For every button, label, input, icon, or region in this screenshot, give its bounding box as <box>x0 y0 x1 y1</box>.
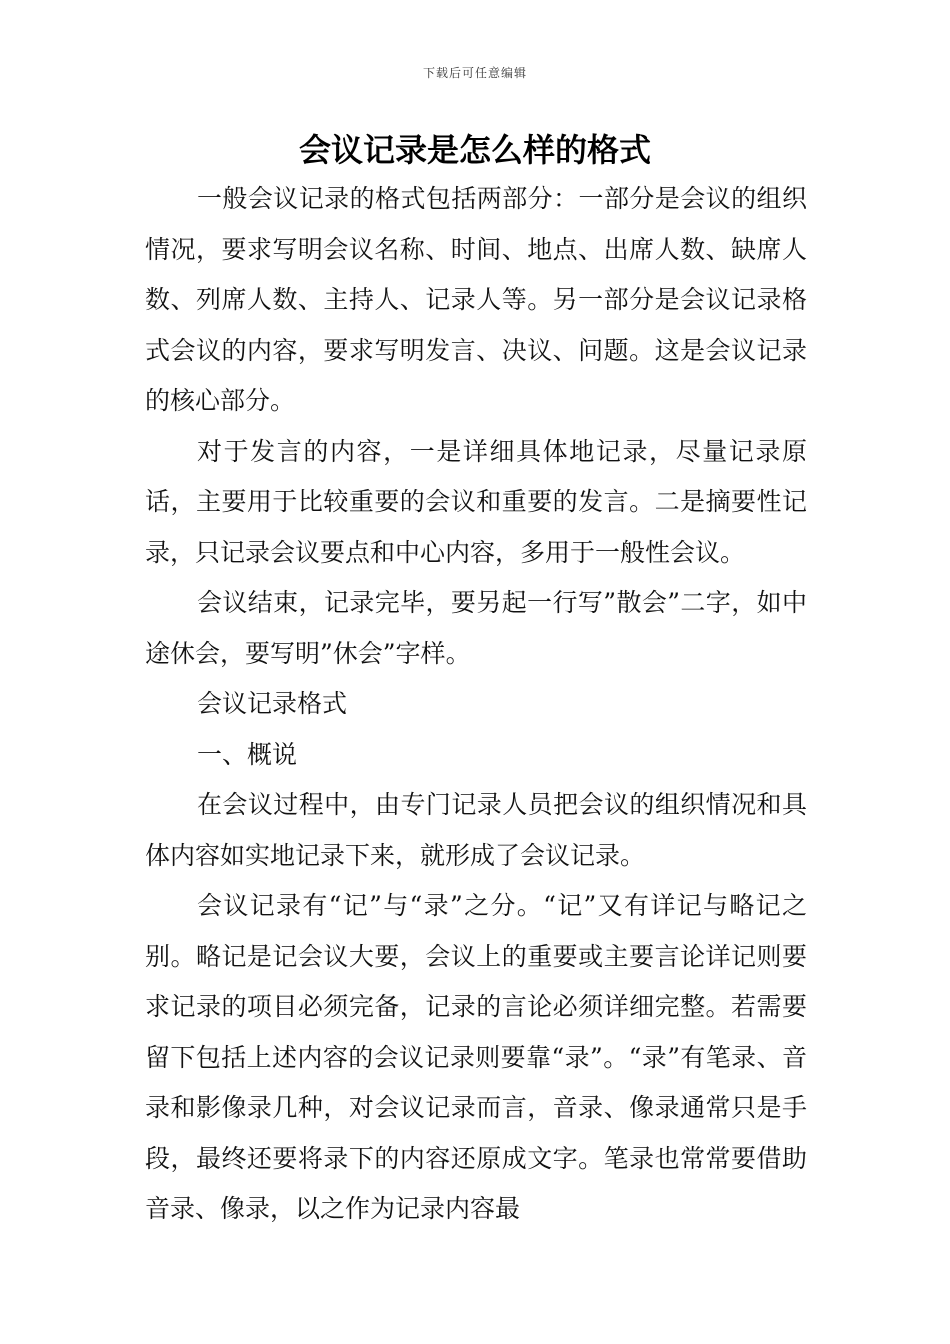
header-note: 下载后可任意编辑 <box>422 66 527 80</box>
paragraph-1: 一般会议记录的格式包括两部分：一部分是会议的组织情况，要求写明会议名称、时间、地点、出席人数、缺席人数、列席人数、主持人、记录人等。另一部分是会议记录格式会议的内容，要求写明发言、决议、问题。这是会议记录的核心部分。 <box>145 184 807 415</box>
section-heading: 会议记录格式 <box>197 689 348 718</box>
paragraph-7: 会议记录有“记”与“录”之分。“记”又有详记与略记之别。略记是记会议大要，会议上的重要或主要言论详记则要求记录的项目必须完备，记录的言论必须详细完整。若需要留下包括上述内容的会议记录则要靠“录”。“录”有笔录、音录和影像录几种，对会议记录而言，音录、像录通常只是手段，最终还要将录下的内容还原成文字。笔录也常常要借助音录、像录，以之作为记录内容最 <box>145 891 807 1223</box>
paragraph-6: 在会议过程中，由专门记录人员把会议的组织情况和具体内容如实地记录下来，就形成了会议记录。 <box>145 790 807 870</box>
document-body <box>145 174 807 1235</box>
subsection-heading: 一、概说 <box>197 739 298 769</box>
paragraph-3: 会议结束，记录完毕，要另起一行写”散会”二字，如中途休会，要写明”休会”字样。 <box>145 588 807 668</box>
document-title: 会议记录是怎么样的格式 <box>298 131 651 169</box>
paragraph-2: 对于发言的内容，一是详细具体地记录，尽量记录原话，主要用于比较重要的会议和重要的发言。二是摘要性记录，只记录会议要点和中心内容，多用于一般性会议。 <box>145 436 807 567</box>
